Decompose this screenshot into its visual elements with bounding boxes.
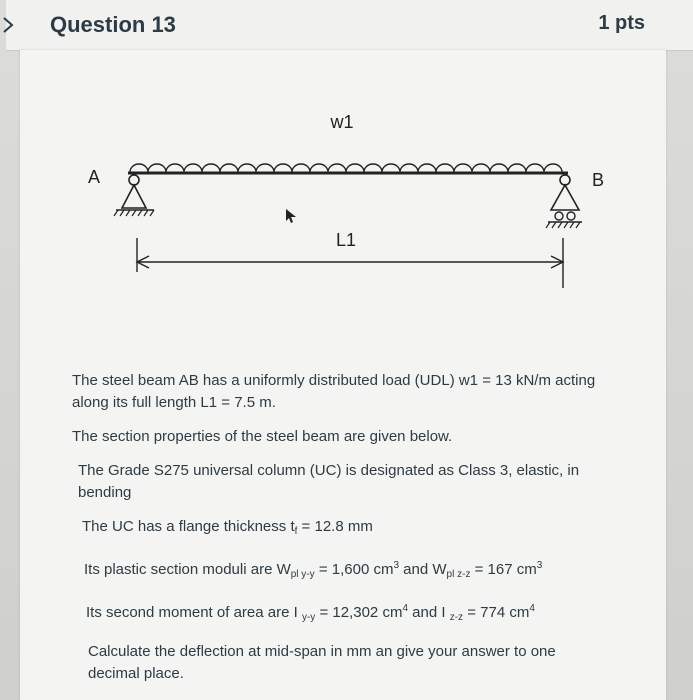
paragraph-udl: The steel beam AB has a uniformly distributed load (UDL) w1 = 13 kN/m acting along its full length L1 = 7.5 m. — [72, 372, 596, 411]
question-title: Question 13 — [50, 12, 176, 37]
paragraph-grade: The Grade S275 universal column (UC) is designated as Class 3, elastic, in bending — [78, 462, 580, 501]
paragraph-plastic-moduli: Its plastic section moduli are $W_{pl y-y} = 1,600$ $cm^3$ and $W_{pl z-z} = 167$ $cm^3$ — [84, 560, 543, 580]
support-b-label: B — [592, 170, 605, 190]
cursor-icon — [286, 209, 296, 223]
question-points: 1 pts — [598, 12, 645, 34]
paragraph-flange: The UC has a flange thickness $t_f = 12.8$ mm — [82, 518, 373, 537]
paragraph-section-intro: The section properties of the steel beam are given below. — [72, 428, 453, 445]
chevron-right-icon[interactable] — [2, 16, 20, 34]
paragraph-task: Calculate the deflection at mid-span in mm an give your answer to one decimal place. — [88, 643, 556, 682]
beam-diagram — [20, 50, 666, 360]
udl-loops — [130, 164, 562, 172]
paragraph-second-moment: Its second moment of area are I $_{y-y}$ = 12,302 $cm^4$ and I $_{z-z}$ = 774 $cm^4$ — [86, 603, 535, 623]
span-label: L1 — [335, 230, 357, 250]
question-body — [72, 370, 632, 697]
load-label: w1 — [330, 112, 354, 132]
pin-support-a — [114, 175, 154, 216]
support-a-label: A — [88, 167, 101, 187]
question-header — [6, 0, 693, 51]
roller-support-b — [546, 175, 582, 228]
